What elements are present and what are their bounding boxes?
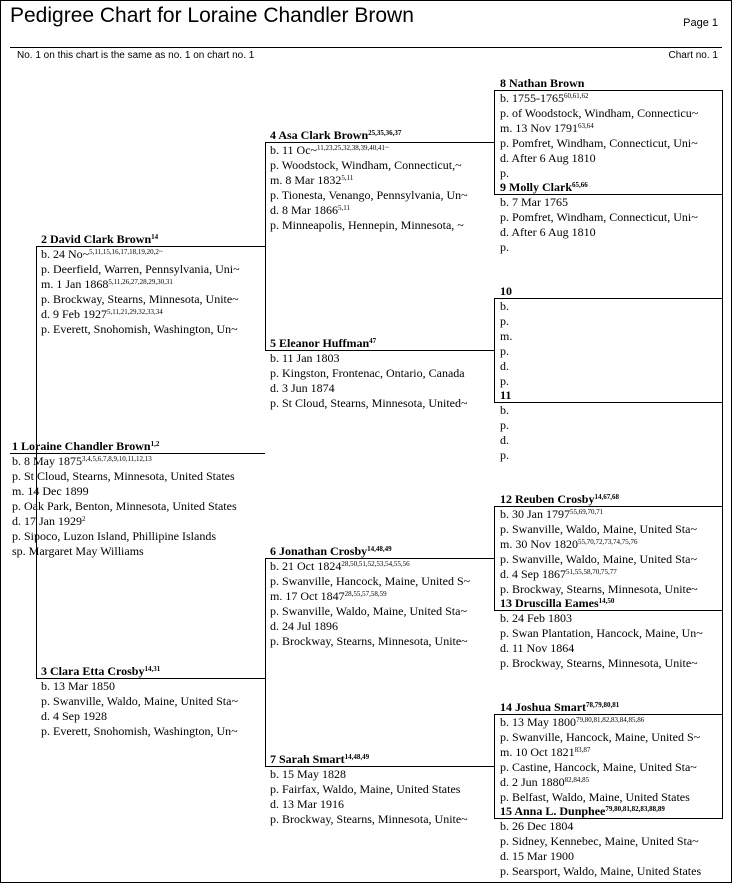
- fact-line: [270, 604, 492, 619]
- line-gen3-bracket-d: [494, 714, 495, 819]
- person-number: 11: [500, 388, 512, 402]
- person-9: [500, 180, 722, 255]
- fact-text: d.: [500, 359, 509, 373]
- fact-line: [500, 582, 722, 597]
- person-10: [500, 284, 722, 389]
- person-name: [500, 596, 722, 611]
- fact-text: d. 9 Feb 1927: [41, 307, 107, 321]
- person-number: 15: [500, 804, 512, 818]
- fact-text: d. After 6 Aug 1810: [500, 225, 596, 239]
- fact-text: p. Sidney, Kennebec, Maine, United Sta~: [500, 834, 699, 848]
- fact-line: [500, 864, 722, 879]
- fact-text: p. Swanville, Hancock, Maine, United S~: [270, 574, 471, 588]
- fact-line: [270, 767, 492, 782]
- person-number: 6: [270, 544, 276, 558]
- fact-line: [270, 574, 492, 589]
- fact-text: m.: [500, 329, 513, 343]
- fact-text: m. 1 Jan 1868: [41, 277, 109, 291]
- fact-line: [500, 91, 722, 106]
- person-name: [500, 388, 722, 403]
- fact-line: [270, 559, 492, 574]
- fact-text: m. 10 Oct 1821: [500, 745, 575, 759]
- person-number: 5: [270, 336, 276, 350]
- fact-line: [500, 359, 722, 374]
- fact-line: [270, 143, 492, 158]
- fact-text: p. Brockway, Stearns, Minnesota, Unite~: [500, 582, 698, 596]
- fact-text: d. 15 Mar 1900: [500, 849, 574, 863]
- fact-text: p. Oak Park, Benton, Minnesota, United States: [12, 499, 237, 513]
- fact-line: [500, 834, 722, 849]
- fact-line: [12, 499, 264, 514]
- fact-line: [500, 537, 722, 552]
- fact-line: [500, 344, 722, 359]
- citation: 28,55,57,58,59: [344, 590, 387, 598]
- fact-line: [500, 210, 722, 225]
- person-name: [500, 180, 722, 195]
- person-name-text: Reuben Crosby: [515, 492, 595, 506]
- fact-line: [270, 396, 492, 411]
- line-gen3-bracket-b: [494, 298, 495, 403]
- fact-line: [500, 760, 722, 775]
- person-4: [270, 128, 492, 233]
- citation: 5,11,15,16,17,18,19,20,2~: [89, 248, 163, 256]
- line-gen2-upper-bracket: [265, 142, 266, 351]
- fact-text: p. of Woodstock, Windham, Connecticu~: [500, 106, 699, 120]
- fact-text: p. Pomfret, Windham, Connecticut, Uni~: [500, 136, 698, 150]
- fact-text: b. 26 Dec 1804: [500, 819, 574, 833]
- person-name-text: Nathan Brown: [509, 76, 585, 90]
- fact-line: [500, 656, 722, 671]
- fact-text: b. 1755-1765: [500, 91, 564, 105]
- citation: 14,31: [144, 665, 161, 673]
- person-5: [270, 336, 492, 411]
- citation: 5,11: [338, 204, 350, 212]
- fact-line: [500, 641, 722, 656]
- citation: 1,2: [150, 440, 160, 448]
- person-number: 7: [270, 752, 276, 766]
- person-name-text: Clara Etta Crosby: [50, 664, 145, 678]
- person-name-text: Jonathan Crosby: [279, 544, 368, 558]
- fact-line: [270, 351, 492, 366]
- citation: 60,61,62: [564, 92, 589, 100]
- person-name-text: Molly Clark: [509, 180, 572, 194]
- fact-line: [500, 195, 722, 210]
- fact-text: p. Everett, Snohomish, Washington, Un~: [41, 724, 238, 738]
- fact-line: [500, 626, 722, 641]
- fact-text: p. Minneapolis, Hennepin, Minnesota, ~: [270, 218, 464, 232]
- citation: 14,67,68: [594, 493, 619, 501]
- fact-text: p. Kingston, Frontenac, Ontario, Canada: [270, 366, 465, 380]
- fact-text: p. Fairfax, Waldo, Maine, United States: [270, 782, 461, 796]
- person-name: [500, 76, 722, 91]
- line-gen3-bracket-a: [494, 90, 495, 195]
- fact-text: p. Sipoco, Luzon Island, Phillipine Islands: [12, 529, 216, 543]
- fact-line: [500, 299, 722, 314]
- person-number: 8: [500, 76, 506, 90]
- fact-line: [500, 433, 722, 448]
- citation: 3,4,5,6,7,8,9,10,11,12,13: [82, 455, 152, 463]
- page-number: Page 1: [683, 17, 718, 29]
- person-number: 10: [500, 284, 512, 298]
- fact-text: p.: [500, 448, 509, 462]
- fact-line: [270, 589, 492, 604]
- person-name-text: Joshua Smart: [515, 700, 587, 714]
- person-number: 3: [41, 664, 47, 678]
- fact-text: d. After 6 Aug 1810: [500, 151, 596, 165]
- fact-line: [270, 366, 492, 381]
- fact-line: [41, 724, 263, 739]
- person-3: [41, 664, 263, 739]
- fact-text: p.: [500, 418, 509, 432]
- citation: 11,23,25,32,38,39,40,41~: [317, 144, 389, 152]
- fact-text: b. 21 Oct 1824: [270, 559, 342, 573]
- fact-text: p. Brockway, Stearns, Minnesota, Unite~: [270, 812, 468, 826]
- citation: 79,80,81,82,83,88,89: [605, 805, 665, 813]
- fact-line: [500, 611, 722, 626]
- fact-line: [41, 322, 263, 337]
- fact-text: p.: [500, 374, 509, 388]
- person-name: [12, 439, 264, 454]
- person-name: [270, 128, 492, 143]
- fact-text: p. Everett, Snohomish, Washington, Un~: [41, 322, 238, 336]
- fact-line: [270, 634, 492, 649]
- fact-line: [41, 292, 263, 307]
- person-1: [12, 439, 264, 559]
- person-name: [41, 664, 263, 679]
- fact-text: d. 13 Mar 1916: [270, 797, 344, 811]
- person-number: 14: [500, 700, 512, 714]
- fact-line: [500, 715, 722, 730]
- fact-line: [500, 329, 722, 344]
- fact-text: d. 4 Sep 1928: [41, 709, 107, 723]
- fact-line: [41, 247, 263, 262]
- fact-text: p. Tionesta, Venango, Pennsylvania, Un~: [270, 188, 468, 202]
- person-8: [500, 76, 722, 181]
- person-name-text: David Clark Brown: [50, 232, 152, 246]
- citation: 14,48,49: [344, 753, 370, 761]
- person-number: 9: [500, 180, 506, 194]
- person-name-text: Eleanor Huffman: [279, 336, 370, 350]
- fact-text: b. 13 Mar 1850: [41, 679, 115, 693]
- fact-line: [270, 812, 492, 827]
- citation: 82,84,85: [564, 776, 590, 784]
- person-14: [500, 700, 722, 805]
- fact-text: p. Brockway, Stearns, Minnesota, Unite~: [41, 292, 239, 306]
- citation: 51,55,58,70,75,77: [566, 568, 617, 576]
- person-number: 4: [270, 128, 276, 142]
- person-number: 12: [500, 492, 512, 506]
- fact-text: p.: [500, 344, 509, 358]
- citation: 55,70,72,73,74,75,76: [578, 538, 638, 546]
- line-gen3-bracket-c: [494, 506, 495, 611]
- person-name-text: Druscilla Eames: [515, 596, 599, 610]
- fact-text: p. Deerfield, Warren, Pennsylvania, Uni~: [41, 262, 240, 276]
- fact-line: [500, 790, 722, 805]
- fact-text: b. 7 Mar 1765: [500, 195, 568, 209]
- citation: 25,35,36,37: [368, 129, 402, 137]
- person-15: [500, 804, 722, 879]
- person-number: 1: [12, 439, 18, 453]
- fact-text: d. 3 Jun 1874: [270, 381, 335, 395]
- fact-line: [270, 188, 492, 203]
- person-name: [270, 336, 492, 351]
- fact-line: [500, 552, 722, 567]
- fact-line: [500, 136, 722, 151]
- fact-text: b.: [500, 299, 509, 313]
- fact-text: b. 11 Jan 1803: [270, 351, 340, 365]
- fact-line: [41, 307, 263, 322]
- fact-text: p. Belfast, Waldo, Maine, United States: [500, 790, 690, 804]
- fact-line: [500, 819, 722, 834]
- fact-line: [270, 158, 492, 173]
- citation: 14: [151, 233, 159, 241]
- fact-line: [41, 679, 263, 694]
- fact-line: [500, 448, 722, 463]
- citation: 78,79,80,81: [586, 701, 620, 709]
- fact-line: [270, 619, 492, 634]
- fact-text: d. 17 Jan 1929: [12, 514, 82, 528]
- citation: 47: [369, 337, 377, 345]
- fact-line: [500, 775, 722, 790]
- fact-line: [500, 314, 722, 329]
- fact-text: m. 30 Nov 1820: [500, 537, 578, 551]
- fact-text: m. 17 Oct 1847: [270, 589, 345, 603]
- person-name-text: Loraine Chandler Brown: [21, 439, 151, 453]
- person-name: [500, 492, 722, 507]
- fact-line: [41, 262, 263, 277]
- person-11: [500, 388, 722, 463]
- fact-line: [12, 469, 264, 484]
- fact-text: m. 8 Mar 1832: [270, 173, 342, 187]
- fact-line: [500, 121, 722, 136]
- fact-text: p. Woodstock, Windham, Connecticut,~: [270, 158, 462, 172]
- person-name-text: Anna L. Dunphee: [514, 804, 606, 818]
- citation: 5,11: [341, 174, 354, 182]
- fact-text: b. 8 May 1875: [12, 454, 82, 468]
- fact-line: [500, 849, 722, 864]
- fact-line: [500, 522, 722, 537]
- fact-text: p. Brockway, Stearns, Minnesota, Unite~: [500, 656, 698, 670]
- line-gen4-right-edge: [722, 90, 723, 819]
- fact-text: b. 24 Feb 1803: [500, 611, 572, 625]
- fact-text: p.: [500, 314, 509, 328]
- fact-text: m. 14 Dec 1899: [12, 484, 89, 498]
- fact-line: [270, 218, 492, 233]
- fact-text: b. 13 May 1800: [500, 715, 576, 729]
- fact-line: [12, 454, 264, 469]
- person-name-text: Sarah Smart: [279, 752, 345, 766]
- person-name: [500, 700, 722, 715]
- fact-text: sp. Margaret May Williams: [12, 544, 144, 558]
- line-gen2-lower-bracket: [265, 558, 266, 767]
- citation: 5,11,21,29,32,33,34: [107, 308, 163, 316]
- person-number: 13: [500, 596, 512, 610]
- person-name: [500, 804, 722, 819]
- person-6: [270, 544, 492, 649]
- fact-line: [500, 730, 722, 745]
- fact-line: [500, 166, 722, 181]
- fact-line: [12, 544, 264, 559]
- fact-line: [12, 514, 264, 529]
- fact-line: [500, 106, 722, 121]
- fact-text: d. 2 Jun 1880: [500, 775, 565, 789]
- fact-line: [270, 173, 492, 188]
- fact-text: p. Castine, Hancock, Maine, United Sta~: [500, 760, 697, 774]
- citation: 28,50,51,52,53,54,55,56: [341, 560, 410, 568]
- citation: 5,11,26,27,28,29,30,31: [108, 278, 173, 286]
- fact-text: b. 30 Jan 1797: [500, 507, 570, 521]
- chart-title: Pedigree Chart for Loraine Chandler Brown: [10, 4, 414, 27]
- fact-text: p. Swanville, Waldo, Maine, United Sta~: [500, 552, 697, 566]
- fact-text: p.: [500, 240, 509, 254]
- fact-line: [41, 709, 263, 724]
- person-name-text: Asa Clark Brown: [278, 128, 369, 142]
- fact-line: [500, 567, 722, 582]
- fact-text: b. 15 May 1828: [270, 767, 346, 781]
- header-divider: [10, 47, 722, 48]
- person-13: [500, 596, 722, 671]
- fact-text: d. 24 Jul 1896: [270, 619, 339, 633]
- fact-line: [500, 374, 722, 389]
- citation: 79,80,81,82,83,84,85,86: [576, 716, 645, 724]
- citation: 63,64: [578, 122, 594, 130]
- fact-text: m. 13 Nov 1791: [500, 121, 578, 135]
- fact-text: d. 4 Sep 1867: [500, 567, 566, 581]
- fact-line: [500, 151, 722, 166]
- fact-text: d.: [500, 433, 509, 447]
- fact-line: [500, 745, 722, 760]
- chart-note: No. 1 on this chart is the same as no. 1 on chart no. 1: [17, 50, 255, 61]
- fact-text: p. St Cloud, Stearns, Minnesota, United States: [12, 469, 235, 483]
- fact-line: [270, 381, 492, 396]
- person-name: [270, 752, 492, 767]
- fact-line: [41, 277, 263, 292]
- person-number: 2: [41, 232, 47, 246]
- fact-line: [500, 418, 722, 433]
- fact-text: p. Pomfret, Windham, Connecticut, Uni~: [500, 210, 698, 224]
- citation: 14,48,49: [367, 545, 392, 553]
- person-2: [41, 232, 263, 337]
- person-7: [270, 752, 492, 827]
- fact-text: p. Searsport, Waldo, Maine, United States: [500, 864, 702, 878]
- fact-line: [500, 240, 722, 255]
- person-12: [500, 492, 722, 597]
- fact-line: [270, 203, 492, 218]
- fact-text: b. 24 No~: [41, 247, 90, 261]
- fact-text: p. Swanville, Waldo, Maine, United Sta~: [500, 522, 697, 536]
- fact-text: b.: [500, 403, 509, 417]
- fact-line: [41, 694, 263, 709]
- fact-text: p. Swan Plantation, Hancock, Maine, Un~: [500, 626, 703, 640]
- fact-text: p. Swanville, Waldo, Maine, United Sta~: [41, 694, 238, 708]
- chart-number: Chart no. 1: [668, 50, 718, 61]
- fact-line: [500, 403, 722, 418]
- fact-text: p.: [500, 166, 509, 180]
- citation: 2: [82, 515, 86, 523]
- fact-text: b. 11 Oc~: [270, 143, 318, 157]
- fact-text: p. Swanville, Hancock, Maine, United S~: [500, 730, 701, 744]
- citation: 55,69,70,71: [570, 508, 604, 516]
- fact-text: p. St Cloud, Stearns, Minnesota, United~: [270, 396, 468, 410]
- fact-line: [500, 507, 722, 522]
- person-name: [41, 232, 263, 247]
- fact-text: d. 11 Nov 1864: [500, 641, 575, 655]
- fact-line: [270, 797, 492, 812]
- fact-line: [500, 225, 722, 240]
- fact-line: [12, 484, 264, 499]
- person-name: [270, 544, 492, 559]
- citation: 83,87: [574, 746, 591, 754]
- fact-text: p. Brockway, Stearns, Minnesota, Unite~: [270, 634, 468, 648]
- fact-line: [12, 529, 264, 544]
- fact-text: d. 8 Mar 1866: [270, 203, 338, 217]
- citation: 65,66: [572, 181, 588, 189]
- citation: 14,50: [598, 597, 615, 605]
- fact-text: p. Swanville, Waldo, Maine, United Sta~: [270, 604, 467, 618]
- fact-line: [270, 782, 492, 797]
- person-name: [500, 284, 722, 299]
